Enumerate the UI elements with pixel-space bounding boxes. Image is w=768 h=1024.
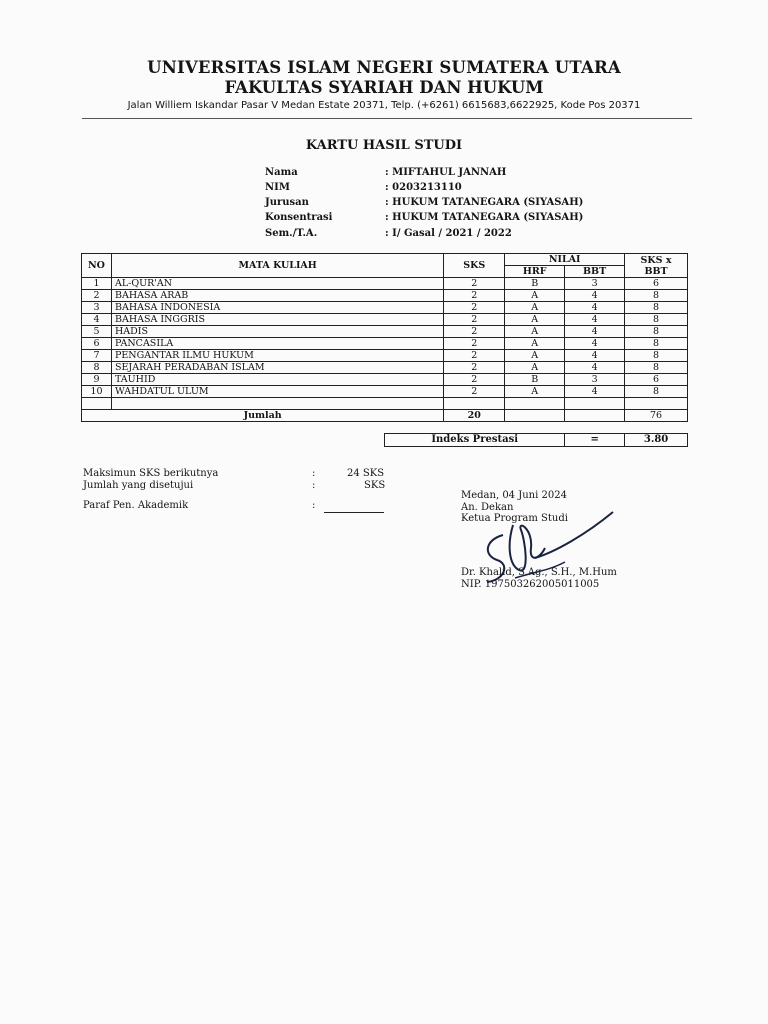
jumlah-label: Jumlah [82, 410, 444, 422]
paraf-colon: : [312, 500, 316, 511]
label-nama: Nama [265, 167, 298, 178]
document-title: KARTU HASIL STUDI [305, 138, 463, 153]
value-nama: : MIFTAHUL JANNAH [385, 167, 507, 178]
header-sks: SKS [444, 254, 505, 278]
table-row: 7 PENGANTAR ILMU HUKUM 2 A 4 8 [82, 350, 688, 362]
value-jurusan: : HUKUM TATANEGARA (SIYASAH) [385, 197, 584, 208]
table-row: 9 TAUHID 2 B 3 6 [82, 374, 688, 386]
table-row: 2 BAHASA ARAB 2 A 4 8 [82, 290, 688, 302]
table-row: 8 SEJARAH PERADABAN ISLAM 2 A 4 8 [82, 362, 688, 374]
value-konsentrasi: : HUKUM TATANEGARA (SIYASAH) [385, 212, 584, 223]
sign-line2: Ketua Program Studi [461, 513, 568, 524]
approved-value: SKS [364, 480, 386, 491]
signature-scribble [475, 500, 625, 600]
paraf-line [324, 512, 384, 513]
faculty-address: Jalan Williem Iskandar Pasar V Medan Estate 20371, Telp. (+6261) 6615683,6622925, Kode Pos 20371 [127, 100, 641, 111]
approved-colon: : [312, 480, 316, 491]
header-hrf: HRF [505, 266, 565, 278]
value-nim: : 0203213110 [385, 182, 462, 193]
label-jurusan: Jurusan [265, 197, 309, 208]
header-divider [82, 118, 692, 119]
sign-line1: An. Dekan [461, 502, 514, 513]
max-sks-value: 24 SKS [347, 468, 385, 479]
ip-label: Indeks Prestasi [385, 434, 565, 447]
jumlah-total: 76 [625, 410, 688, 422]
approved-label: Jumlah yang disetujui [83, 480, 194, 491]
header-course: MATA KULIAH [111, 254, 443, 278]
header-bbt: BBT [565, 266, 625, 278]
sign-place-date: Medan, 04 Juni 2024 [461, 490, 567, 501]
faculty-name: FAKULTAS SYARIAH DAN HUKUM [224, 78, 544, 97]
table-row: 4 BAHASA INGGRIS 2 A 4 8 [82, 314, 688, 326]
signer-nip: NIP. 197503262005011005 [461, 579, 600, 590]
table-row: 1 AL-QUR'AN 2 B 3 6 [82, 278, 688, 290]
header-nilai: NILAI [505, 254, 625, 266]
label-nim: NIM [265, 182, 290, 193]
total-row [82, 410, 688, 422]
header-no: NO [82, 254, 112, 278]
table-row: 3 BAHASA INDONESIA 2 A 4 8 [82, 302, 688, 314]
max-sks-colon: : [312, 468, 316, 479]
header-sks-bbt: SKS x BBT [625, 254, 688, 278]
paraf-label: Paraf Pen. Akademik [83, 500, 189, 511]
university-name: UNIVERSITAS ISLAM NEGERI SUMATERA UTARA [147, 58, 621, 77]
value-semester: : I/ Gasal / 2021 / 2022 [385, 228, 512, 239]
label-semester: Sem./T.A. [265, 228, 318, 239]
table-row: 6 PANCASILA 2 A 4 8 [82, 338, 688, 350]
table-row: 5 HADIS 2 A 4 8 [82, 326, 688, 338]
max-sks-label: Maksimun SKS berikutnya [83, 468, 219, 479]
empty-row [82, 398, 688, 410]
ip-equals: = [565, 434, 625, 447]
signer-name: Dr. Khalid, S.Ag., S.H., M.Hum [461, 567, 617, 578]
ip-table [384, 433, 688, 447]
jumlah-sks: 20 [444, 410, 505, 422]
table-row: 10 WAHDATUL ULUM 2 A 4 8 [82, 386, 688, 398]
grades-table [81, 253, 688, 422]
ip-value: 3.80 [625, 434, 688, 447]
label-konsentrasi: Konsentrasi [265, 212, 333, 223]
